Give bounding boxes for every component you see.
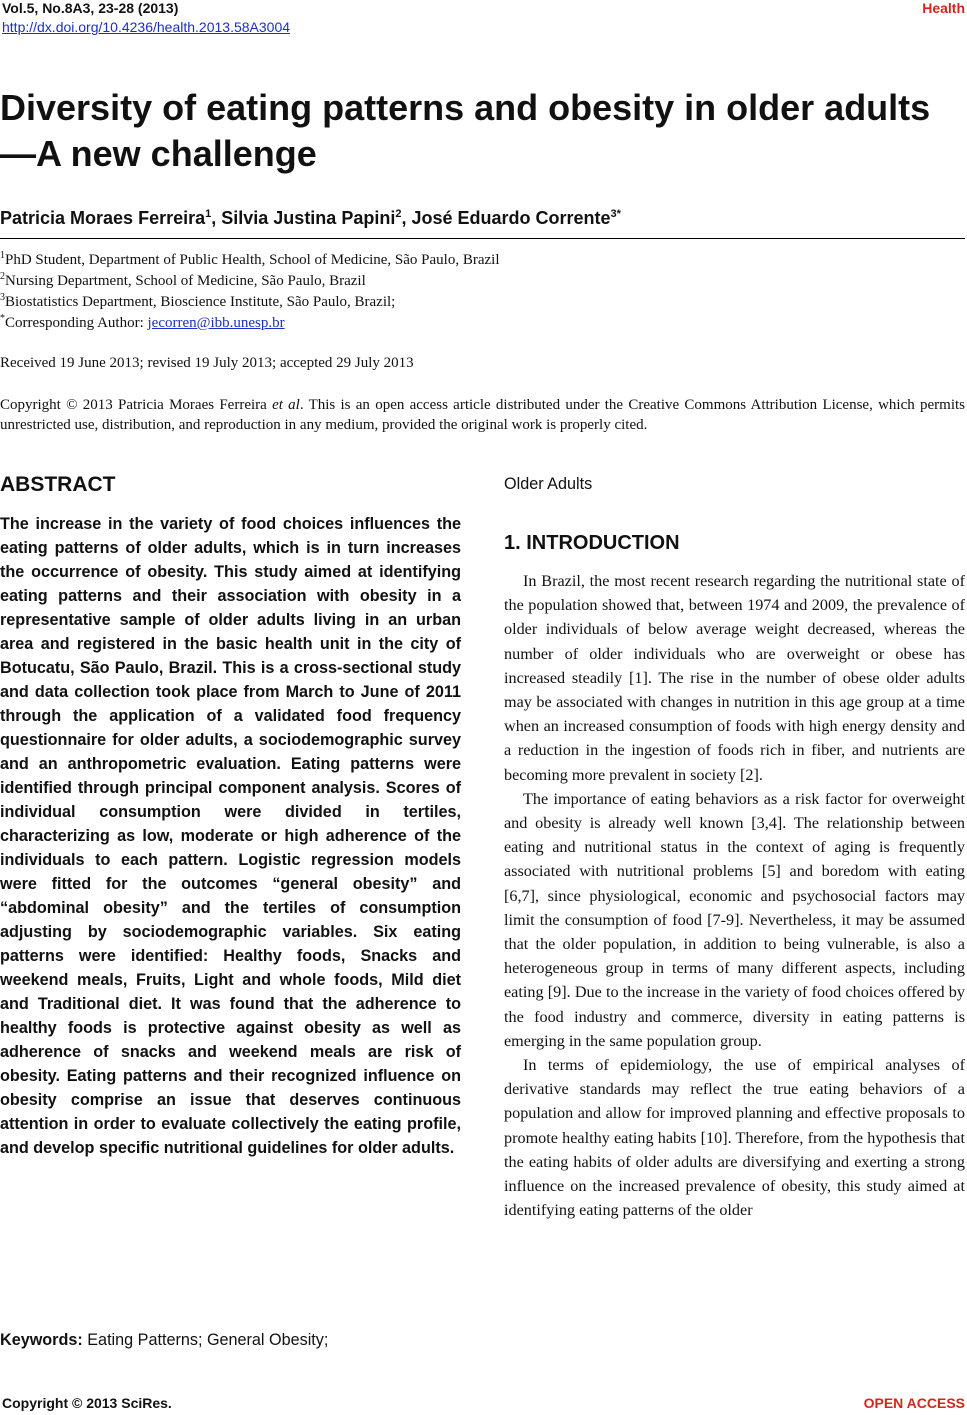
author-list: Patricia Moraes Ferreira$^1$, Silvia Justina Papini$^2$, José Eduardo Corrente$^{3*}$ xyxy=(0,208,621,228)
keywords-label: Keywords: xyxy=(0,1331,83,1349)
affiliation-item: $^2$Nursing Department, School of Medicine, São Paulo, Brazil xyxy=(0,271,366,289)
introduction-body xyxy=(504,569,965,1222)
paragraph: In Brazil, the most recent research regarding the nutritional state of the population showed that, between 1974 and 2009, the prevalence of older individuals of below average weight decreased, whereas the number of older individuals who are overweight or obese has increased steadily [1]. The rise in the number of obese older adults may be associated with changes in nutrition in this age group at a time when an increased consumption of foods with high energy density and a reduction in the ingestion of foods rich in fiber, and nutrients are becoming more prevalent in society [2]. xyxy=(504,572,965,784)
author-affiliation-mark: 1 xyxy=(205,208,212,220)
title-divider xyxy=(0,238,965,239)
author-name: Silvia Justina Papini xyxy=(221,208,396,228)
author-affiliation-mark: 3* xyxy=(610,208,621,220)
footer-copyright: Copyright © 2013 SciRes. xyxy=(2,1395,172,1411)
section-heading-introduction: 1. INTRODUCTION xyxy=(504,532,680,554)
received-dates: Received 19 June 2013; revised 19 July 2013; accepted 29 July 2013 xyxy=(0,355,414,371)
keywords-continued: Older Adults xyxy=(504,475,593,493)
journal-name: Health xyxy=(922,0,965,16)
affiliation-list xyxy=(0,250,500,334)
journal-volume: Vol.5, No.8A3, 23-28 (2013) xyxy=(2,0,179,16)
paragraph: The importance of eating behaviors as a risk factor for overweight and obesity is already well known [3,4]. The relationship between eating and nutritional status in the context of aging is frequently associated with nutritional problems [5] and boredom with eating [6,7], since physiological, economic and psychosocial factors may limit the consumption of food [7-9]. Nevertheless, it may be assumed that the older population, in addition to being vulnerable, is also a heterogeneous group in terms of many different aspects, including eating [9]. Due to the increase in the variety of food choices offered by the food industry and commerce, diversity in eating patterns is emerging in the same population group. xyxy=(504,789,965,1050)
corresponding-email-link[interactable]: jecorren@ibb.unesp.br xyxy=(147,315,285,331)
keywords xyxy=(0,1328,461,1352)
author-affiliation-mark: 2 xyxy=(395,208,402,220)
affiliation-item: $^3$Biostatistics Department, Bioscience Institute, São Paulo, Brazil; xyxy=(0,292,396,310)
abstract-text: The increase in the variety of food choices influences the eating patterns of older adults, which is in turn increases the occurrence of obesity. This study aimed at identifying eating patterns and their association with obesity in a representative sample of older adults living in an urban area and registered in the basic health unit in the city of Botucatu, São Paulo, Brazil. This is a cross-sectional study and data collection took place from March to June of 2011 through the application of a validated food frequency questionnaire for older adults, a sociodemographic survey and an anthropometric evaluation. Eating patterns were identified through principal component analysis. Scores of individual consumption were divided in tertiles, characterizing as low, moderate or high adherence of the individuals to each pattern. Logistic regression models were fitted for the outcomes “general obesity” and “abdominal obesity” and the tertiles of consumption adjusting by sociodemographic variables. Six eating patterns were identified: Healthy foods, Snacks and weekend meals, Fruits, Light and whole foods, Mild diet and Traditional diet. It was found that the adherence to healthy foods is protective against obesity as well as adherence of snacks and weekend meals are risk of obesity. Eating patterns and their recognized influence on obesity comprise an issue that deserves continuous attention in order to evaluate collectively the eating profile, and develop specific nutritional guidelines for older adults. xyxy=(0,515,461,1157)
doi-link[interactable]: http://dx.doi.org/10.4236/health.2013.58A3004 xyxy=(2,19,291,35)
paragraph: In terms of epidemiology, the use of empirical analyses of derivative standards may reflect the true eating behaviors of a population and allow for improved planning and effective proposals to promote healthy eating habits [10]. Therefore, from the hypothesis that the eating habits of older adults are diversifying and exerting a strong influence on the increased prevalence of obesity, this study aimed at identifying eating patterns of the older xyxy=(504,1056,965,1220)
author-name: Patricia Moraes Ferreira xyxy=(0,208,206,228)
copyright-notice: Copyright © 2013 Patricia Moraes Ferreira et al. This is an open access article distributed under the Creative Commons Attribution License, which permits unrestricted use, distribution, and reproduction in any medium, provided the original work is properly cited. xyxy=(0,397,966,433)
abstract-heading: ABSTRACT xyxy=(0,473,116,496)
author-name: José Eduardo Corrente xyxy=(411,208,611,228)
keywords-text: Eating Patterns; General Obesity; xyxy=(82,1331,329,1349)
footer-open-access: OPEN ACCESS xyxy=(863,1395,965,1411)
corresponding-author: *Corresponding Author: jecorren@ibb.unesp.br xyxy=(0,313,285,331)
affiliation-item: $^1$PhD Student, Department of Public Health, School of Medicine, São Paulo, Brazil xyxy=(0,250,500,268)
paper-title: Diversity of eating patterns and obesity in older adults—A new challenge xyxy=(0,87,931,174)
